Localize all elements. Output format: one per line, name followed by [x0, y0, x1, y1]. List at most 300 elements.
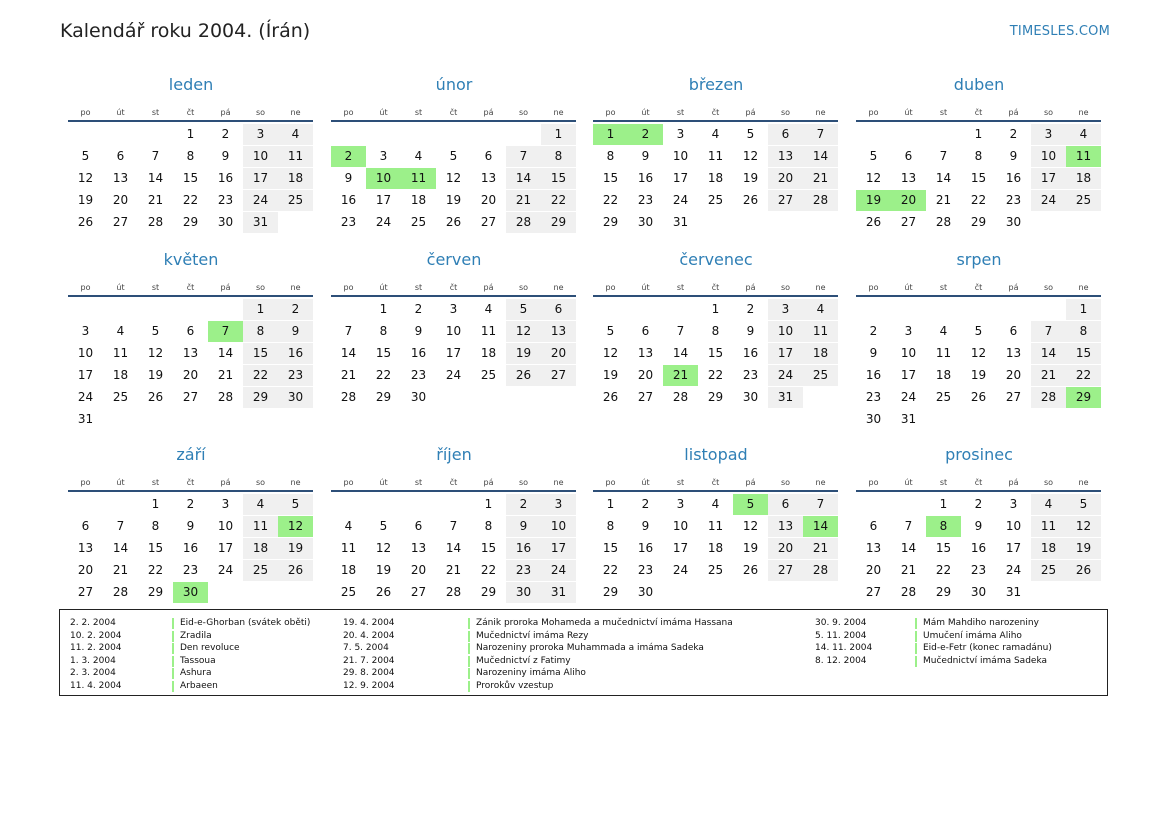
day-cell[interactable]: 7 — [506, 146, 541, 167]
day-cell[interactable]: 18 — [1031, 538, 1066, 559]
day-cell[interactable]: 14 — [147, 171, 164, 185]
day-cell[interactable]: 4 — [278, 124, 313, 145]
day-cell[interactable]: 25 — [410, 215, 427, 229]
day-cell[interactable]: 18 — [340, 563, 357, 577]
day-cell[interactable]: 13 — [182, 346, 199, 360]
day-cell[interactable]: 10 — [672, 519, 689, 533]
day-cell[interactable]: 26 — [742, 193, 759, 207]
day-cell[interactable]: 6 — [116, 149, 125, 163]
day-cell[interactable]: 21 — [803, 538, 838, 559]
day-cell[interactable]: 7 — [676, 324, 685, 338]
day-cell[interactable]: 18 — [112, 368, 129, 382]
day-cell[interactable]: 6 — [869, 519, 878, 533]
day-cell[interactable]: 8 — [243, 321, 278, 342]
day-cell[interactable]: 10 — [77, 346, 94, 360]
day-cell[interactable]: 20 — [768, 538, 803, 559]
day-cell[interactable]: 6 — [541, 299, 576, 320]
day-cell[interactable]: 20 — [865, 563, 882, 577]
holiday-day-cell[interactable]: 7 — [208, 321, 243, 342]
day-cell[interactable]: 22 — [541, 190, 576, 211]
day-cell[interactable]: 28 — [217, 390, 234, 404]
day-cell[interactable]: 18 — [1066, 168, 1101, 189]
day-cell[interactable]: 30 — [637, 215, 654, 229]
day-cell[interactable]: 19 — [278, 538, 313, 559]
day-cell[interactable]: 25 — [112, 390, 129, 404]
day-cell[interactable]: 14 — [672, 346, 689, 360]
day-cell[interactable]: 4 — [939, 324, 948, 338]
day-cell[interactable]: 13 — [541, 321, 576, 342]
day-cell[interactable]: 7 — [449, 519, 458, 533]
day-cell[interactable]: 28 — [147, 215, 164, 229]
day-cell[interactable]: 26 — [77, 215, 94, 229]
day-cell[interactable]: 4 — [116, 324, 125, 338]
day-cell[interactable]: 13 — [480, 171, 497, 185]
day-cell[interactable]: 12 — [865, 171, 882, 185]
day-cell[interactable]: 12 — [147, 346, 164, 360]
day-cell[interactable]: 25 — [480, 368, 497, 382]
day-cell[interactable]: 14 — [340, 346, 357, 360]
day-cell[interactable]: 2 — [186, 497, 195, 511]
day-cell[interactable]: 9 — [641, 519, 650, 533]
day-cell[interactable]: 19 — [602, 368, 619, 382]
day-cell[interactable]: 16 — [637, 171, 654, 185]
day-cell[interactable]: 6 — [81, 519, 90, 533]
day-cell[interactable]: 3 — [449, 302, 458, 316]
day-cell[interactable]: 17 — [217, 541, 234, 555]
day-cell[interactable]: 31 — [900, 412, 917, 426]
day-cell[interactable]: 23 — [742, 368, 759, 382]
day-cell[interactable]: 28 — [803, 190, 838, 211]
day-cell[interactable]: 29 — [375, 390, 392, 404]
day-cell[interactable]: 7 — [1031, 321, 1066, 342]
day-cell[interactable]: 20 — [541, 343, 576, 364]
day-cell[interactable]: 16 — [278, 343, 313, 364]
day-cell[interactable]: 31 — [1005, 585, 1022, 599]
day-cell[interactable]: 5 — [974, 324, 983, 338]
day-cell[interactable]: 31 — [672, 215, 689, 229]
day-cell[interactable]: 26 — [1066, 560, 1101, 581]
day-cell[interactable]: 16 — [742, 346, 759, 360]
day-cell[interactable]: 7 — [904, 519, 913, 533]
day-cell[interactable]: 11 — [480, 324, 497, 338]
day-cell[interactable]: 22 — [602, 563, 619, 577]
day-cell[interactable]: 2 — [641, 497, 650, 511]
holiday-day-cell[interactable]: 11 — [1066, 146, 1101, 167]
day-cell[interactable]: 23 — [865, 390, 882, 404]
day-cell[interactable]: 15 — [1066, 343, 1101, 364]
day-cell[interactable]: 25 — [935, 390, 952, 404]
day-cell[interactable]: 20 — [637, 368, 654, 382]
day-cell[interactable]: 11 — [340, 541, 357, 555]
day-cell[interactable]: 9 — [506, 516, 541, 537]
day-cell[interactable]: 2 — [869, 324, 878, 338]
day-cell[interactable]: 14 — [935, 171, 952, 185]
day-cell[interactable]: 30 — [217, 215, 234, 229]
day-cell[interactable]: 26 — [865, 215, 882, 229]
day-cell[interactable]: 18 — [410, 193, 427, 207]
day-cell[interactable]: 9 — [278, 321, 313, 342]
day-cell[interactable]: 30 — [637, 585, 654, 599]
holiday-day-cell[interactable]: 2 — [628, 124, 663, 145]
day-cell[interactable]: 3 — [379, 149, 388, 163]
day-cell[interactable]: 17 — [243, 168, 278, 189]
day-cell[interactable]: 27 — [182, 390, 199, 404]
day-cell[interactable]: 6 — [484, 149, 493, 163]
day-cell[interactable]: 26 — [278, 560, 313, 581]
day-cell[interactable]: 24 — [541, 560, 576, 581]
day-cell[interactable]: 12 — [77, 171, 94, 185]
day-cell[interactable]: 4 — [344, 519, 353, 533]
day-cell[interactable]: 23 — [217, 193, 234, 207]
day-cell[interactable]: 16 — [410, 346, 427, 360]
day-cell[interactable]: 25 — [340, 585, 357, 599]
day-cell[interactable]: 8 — [606, 519, 615, 533]
day-cell[interactable]: 4 — [711, 127, 720, 141]
day-cell[interactable]: 18 — [243, 538, 278, 559]
day-cell[interactable]: 27 — [77, 585, 94, 599]
holiday-day-cell[interactable]: 29 — [1066, 387, 1101, 408]
day-cell[interactable]: 7 — [803, 124, 838, 145]
day-cell[interactable]: 17 — [445, 346, 462, 360]
day-cell[interactable]: 26 — [602, 390, 619, 404]
day-cell[interactable]: 13 — [768, 146, 803, 167]
day-cell[interactable]: 22 — [935, 563, 952, 577]
day-cell[interactable]: 24 — [900, 390, 917, 404]
day-cell[interactable]: 12 — [506, 321, 541, 342]
day-cell[interactable]: 10 — [541, 516, 576, 537]
day-cell[interactable]: 11 — [1031, 516, 1066, 537]
day-cell[interactable]: 1 — [1066, 299, 1101, 320]
day-cell[interactable]: 17 — [1005, 541, 1022, 555]
day-cell[interactable]: 21 — [217, 368, 234, 382]
day-cell[interactable]: 28 — [340, 390, 357, 404]
day-cell[interactable]: 30 — [1005, 215, 1022, 229]
day-cell[interactable]: 25 — [803, 365, 838, 386]
day-cell[interactable]: 17 — [375, 193, 392, 207]
day-cell[interactable]: 8 — [151, 519, 160, 533]
day-cell[interactable]: 14 — [112, 541, 129, 555]
day-cell[interactable]: 24 — [243, 190, 278, 211]
day-cell[interactable]: 19 — [742, 171, 759, 185]
day-cell[interactable]: 26 — [970, 390, 987, 404]
day-cell[interactable]: 8 — [1066, 321, 1101, 342]
day-cell[interactable]: 21 — [506, 190, 541, 211]
day-cell[interactable]: 23 — [278, 365, 313, 386]
day-cell[interactable]: 16 — [865, 368, 882, 382]
day-cell[interactable]: 15 — [970, 171, 987, 185]
day-cell[interactable]: 29 — [243, 387, 278, 408]
day-cell[interactable]: 20 — [112, 193, 129, 207]
day-cell[interactable]: 19 — [742, 541, 759, 555]
day-cell[interactable]: 1 — [711, 302, 720, 316]
day-cell[interactable]: 22 — [480, 563, 497, 577]
day-cell[interactable]: 24 — [375, 215, 392, 229]
day-cell[interactable]: 24 — [217, 563, 234, 577]
day-cell[interactable]: 13 — [410, 541, 427, 555]
day-cell[interactable]: 3 — [243, 124, 278, 145]
day-cell[interactable]: 18 — [278, 168, 313, 189]
day-cell[interactable]: 4 — [243, 494, 278, 515]
day-cell[interactable]: 21 — [803, 168, 838, 189]
holiday-day-cell[interactable]: 10 — [366, 168, 401, 189]
day-cell[interactable]: 20 — [480, 193, 497, 207]
day-cell[interactable]: 27 — [541, 365, 576, 386]
day-cell[interactable]: 16 — [506, 538, 541, 559]
day-cell[interactable]: 18 — [707, 171, 724, 185]
day-cell[interactable]: 26 — [742, 563, 759, 577]
day-cell[interactable]: 4 — [1031, 494, 1066, 515]
day-cell[interactable]: 22 — [147, 563, 164, 577]
day-cell[interactable]: 10 — [1031, 146, 1066, 167]
day-cell[interactable]: 29 — [707, 390, 724, 404]
day-cell[interactable]: 12 — [1066, 516, 1101, 537]
day-cell[interactable]: 5 — [606, 324, 615, 338]
day-cell[interactable]: 23 — [340, 215, 357, 229]
day-cell[interactable]: 24 — [445, 368, 462, 382]
day-cell[interactable]: 20 — [768, 168, 803, 189]
day-cell[interactable]: 10 — [768, 321, 803, 342]
day-cell[interactable]: 9 — [1009, 149, 1018, 163]
day-cell[interactable]: 10 — [243, 146, 278, 167]
day-cell[interactable]: 10 — [1005, 519, 1022, 533]
day-cell[interactable]: 12 — [970, 346, 987, 360]
day-cell[interactable]: 28 — [1031, 387, 1066, 408]
day-cell[interactable]: 17 — [1031, 168, 1066, 189]
day-cell[interactable]: 6 — [768, 494, 803, 515]
day-cell[interactable]: 7 — [344, 324, 353, 338]
day-cell[interactable]: 18 — [803, 343, 838, 364]
day-cell[interactable]: 24 — [1031, 190, 1066, 211]
day-cell[interactable]: 11 — [707, 519, 724, 533]
day-cell[interactable]: 18 — [480, 346, 497, 360]
day-cell[interactable]: 2 — [746, 302, 755, 316]
holiday-day-cell[interactable]: 21 — [663, 365, 698, 386]
day-cell[interactable]: 5 — [449, 149, 458, 163]
day-cell[interactable]: 22 — [1066, 365, 1101, 386]
day-cell[interactable]: 24 — [672, 563, 689, 577]
day-cell[interactable]: 23 — [1005, 193, 1022, 207]
day-cell[interactable]: 13 — [637, 346, 654, 360]
day-cell[interactable]: 16 — [182, 541, 199, 555]
site-link[interactable]: TIMESLES.COM — [1009, 24, 1110, 39]
day-cell[interactable]: 29 — [970, 215, 987, 229]
day-cell[interactable]: 17 — [900, 368, 917, 382]
day-cell[interactable]: 27 — [1005, 390, 1022, 404]
day-cell[interactable]: 5 — [151, 324, 160, 338]
day-cell[interactable]: 27 — [637, 390, 654, 404]
day-cell[interactable]: 28 — [900, 585, 917, 599]
day-cell[interactable]: 15 — [375, 346, 392, 360]
day-cell[interactable]: 4 — [484, 302, 493, 316]
day-cell[interactable]: 1 — [379, 302, 388, 316]
day-cell[interactable]: 26 — [375, 585, 392, 599]
day-cell[interactable]: 12 — [742, 519, 759, 533]
day-cell[interactable]: 5 — [746, 127, 755, 141]
day-cell[interactable]: 21 — [900, 563, 917, 577]
day-cell[interactable]: 29 — [480, 585, 497, 599]
day-cell[interactable]: 22 — [602, 193, 619, 207]
day-cell[interactable]: 15 — [602, 541, 619, 555]
day-cell[interactable]: 21 — [935, 193, 952, 207]
day-cell[interactable]: 27 — [865, 585, 882, 599]
day-cell[interactable]: 13 — [900, 171, 917, 185]
day-cell[interactable]: 31 — [541, 582, 576, 603]
day-cell[interactable]: 6 — [1009, 324, 1018, 338]
day-cell[interactable]: 17 — [541, 538, 576, 559]
day-cell[interactable]: 25 — [1066, 190, 1101, 211]
day-cell[interactable]: 23 — [970, 563, 987, 577]
day-cell[interactable]: 28 — [935, 215, 952, 229]
day-cell[interactable]: 17 — [77, 368, 94, 382]
day-cell[interactable]: 3 — [1009, 497, 1018, 511]
day-cell[interactable]: 29 — [182, 215, 199, 229]
day-cell[interactable]: 29 — [602, 585, 619, 599]
day-cell[interactable]: 25 — [707, 563, 724, 577]
day-cell[interactable]: 17 — [672, 541, 689, 555]
day-cell[interactable]: 15 — [707, 346, 724, 360]
day-cell[interactable]: 20 — [77, 563, 94, 577]
day-cell[interactable]: 2 — [414, 302, 423, 316]
day-cell[interactable]: 23 — [182, 563, 199, 577]
day-cell[interactable]: 8 — [606, 149, 615, 163]
day-cell[interactable]: 14 — [445, 541, 462, 555]
day-cell[interactable]: 1 — [484, 497, 493, 511]
day-cell[interactable]: 2 — [974, 497, 983, 511]
day-cell[interactable]: 13 — [768, 516, 803, 537]
day-cell[interactable]: 30 — [278, 387, 313, 408]
day-cell[interactable]: 15 — [147, 541, 164, 555]
day-cell[interactable]: 22 — [375, 368, 392, 382]
day-cell[interactable]: 9 — [221, 149, 230, 163]
day-cell[interactable]: 7 — [803, 494, 838, 515]
day-cell[interactable]: 8 — [186, 149, 195, 163]
day-cell[interactable]: 11 — [803, 321, 838, 342]
day-cell[interactable]: 29 — [602, 215, 619, 229]
day-cell[interactable]: 27 — [112, 215, 129, 229]
holiday-day-cell[interactable]: 8 — [926, 516, 961, 537]
day-cell[interactable]: 1 — [939, 497, 948, 511]
day-cell[interactable]: 4 — [1066, 124, 1101, 145]
day-cell[interactable]: 23 — [410, 368, 427, 382]
day-cell[interactable]: 3 — [676, 497, 685, 511]
holiday-day-cell[interactable]: 1 — [593, 124, 628, 145]
day-cell[interactable]: 27 — [410, 585, 427, 599]
day-cell[interactable]: 3 — [221, 497, 230, 511]
day-cell[interactable]: 2 — [221, 127, 230, 141]
day-cell[interactable]: 16 — [217, 171, 234, 185]
day-cell[interactable]: 13 — [1005, 346, 1022, 360]
day-cell[interactable]: 21 — [1031, 365, 1066, 386]
day-cell[interactable]: 19 — [375, 563, 392, 577]
day-cell[interactable]: 31 — [77, 412, 94, 426]
day-cell[interactable]: 1 — [974, 127, 983, 141]
day-cell[interactable]: 6 — [414, 519, 423, 533]
day-cell[interactable]: 3 — [676, 127, 685, 141]
day-cell[interactable]: 28 — [112, 585, 129, 599]
day-cell[interactable]: 19 — [77, 193, 94, 207]
day-cell[interactable]: 5 — [1066, 494, 1101, 515]
day-cell[interactable]: 23 — [506, 560, 541, 581]
day-cell[interactable]: 5 — [81, 149, 90, 163]
day-cell[interactable]: 19 — [147, 368, 164, 382]
holiday-day-cell[interactable]: 19 — [856, 190, 891, 211]
day-cell[interactable]: 2 — [278, 299, 313, 320]
day-cell[interactable]: 24 — [77, 390, 94, 404]
day-cell[interactable]: 7 — [939, 149, 948, 163]
day-cell[interactable]: 3 — [81, 324, 90, 338]
day-cell[interactable]: 27 — [768, 190, 803, 211]
day-cell[interactable]: 11 — [935, 346, 952, 360]
day-cell[interactable]: 27 — [768, 560, 803, 581]
day-cell[interactable]: 8 — [541, 146, 576, 167]
day-cell[interactable]: 24 — [672, 193, 689, 207]
day-cell[interactable]: 13 — [865, 541, 882, 555]
day-cell[interactable]: 10 — [900, 346, 917, 360]
day-cell[interactable]: 11 — [112, 346, 129, 360]
holiday-day-cell[interactable]: 30 — [173, 582, 208, 603]
day-cell[interactable]: 9 — [186, 519, 195, 533]
day-cell[interactable]: 16 — [1005, 171, 1022, 185]
day-cell[interactable]: 8 — [379, 324, 388, 338]
day-cell[interactable]: 1 — [151, 497, 160, 511]
day-cell[interactable]: 5 — [278, 494, 313, 515]
day-cell[interactable]: 20 — [410, 563, 427, 577]
day-cell[interactable]: 15 — [541, 168, 576, 189]
holiday-day-cell[interactable]: 11 — [401, 168, 436, 189]
holiday-day-cell[interactable]: 2 — [331, 146, 366, 167]
day-cell[interactable]: 30 — [742, 390, 759, 404]
day-cell[interactable]: 21 — [340, 368, 357, 382]
day-cell[interactable]: 1 — [186, 127, 195, 141]
day-cell[interactable]: 16 — [970, 541, 987, 555]
day-cell[interactable]: 8 — [484, 519, 493, 533]
day-cell[interactable]: 12 — [445, 171, 462, 185]
day-cell[interactable]: 28 — [803, 560, 838, 581]
day-cell[interactable]: 29 — [541, 212, 576, 233]
day-cell[interactable]: 23 — [637, 193, 654, 207]
day-cell[interactable]: 30 — [970, 585, 987, 599]
day-cell[interactable]: 4 — [711, 497, 720, 511]
day-cell[interactable]: 28 — [506, 212, 541, 233]
day-cell[interactable]: 27 — [900, 215, 917, 229]
day-cell[interactable]: 6 — [904, 149, 913, 163]
day-cell[interactable]: 16 — [340, 193, 357, 207]
day-cell[interactable]: 19 — [445, 193, 462, 207]
day-cell[interactable]: 5 — [869, 149, 878, 163]
day-cell[interactable]: 2 — [1009, 127, 1018, 141]
holiday-day-cell[interactable]: 5 — [733, 494, 768, 515]
day-cell[interactable]: 24 — [1005, 563, 1022, 577]
day-cell[interactable]: 25 — [243, 560, 278, 581]
day-cell[interactable]: 15 — [602, 171, 619, 185]
day-cell[interactable]: 24 — [768, 365, 803, 386]
day-cell[interactable]: 9 — [974, 519, 983, 533]
day-cell[interactable]: 17 — [672, 171, 689, 185]
day-cell[interactable]: 19 — [506, 343, 541, 364]
day-cell[interactable]: 4 — [414, 149, 423, 163]
day-cell[interactable]: 10 — [445, 324, 462, 338]
day-cell[interactable]: 7 — [151, 149, 160, 163]
day-cell[interactable]: 14 — [900, 541, 917, 555]
day-cell[interactable]: 30 — [865, 412, 882, 426]
day-cell[interactable]: 7 — [116, 519, 125, 533]
day-cell[interactable]: 10 — [217, 519, 234, 533]
day-cell[interactable]: 25 — [278, 190, 313, 211]
day-cell[interactable]: 9 — [746, 324, 755, 338]
day-cell[interactable]: 20 — [182, 368, 199, 382]
day-cell[interactable]: 15 — [480, 541, 497, 555]
day-cell[interactable]: 18 — [707, 541, 724, 555]
